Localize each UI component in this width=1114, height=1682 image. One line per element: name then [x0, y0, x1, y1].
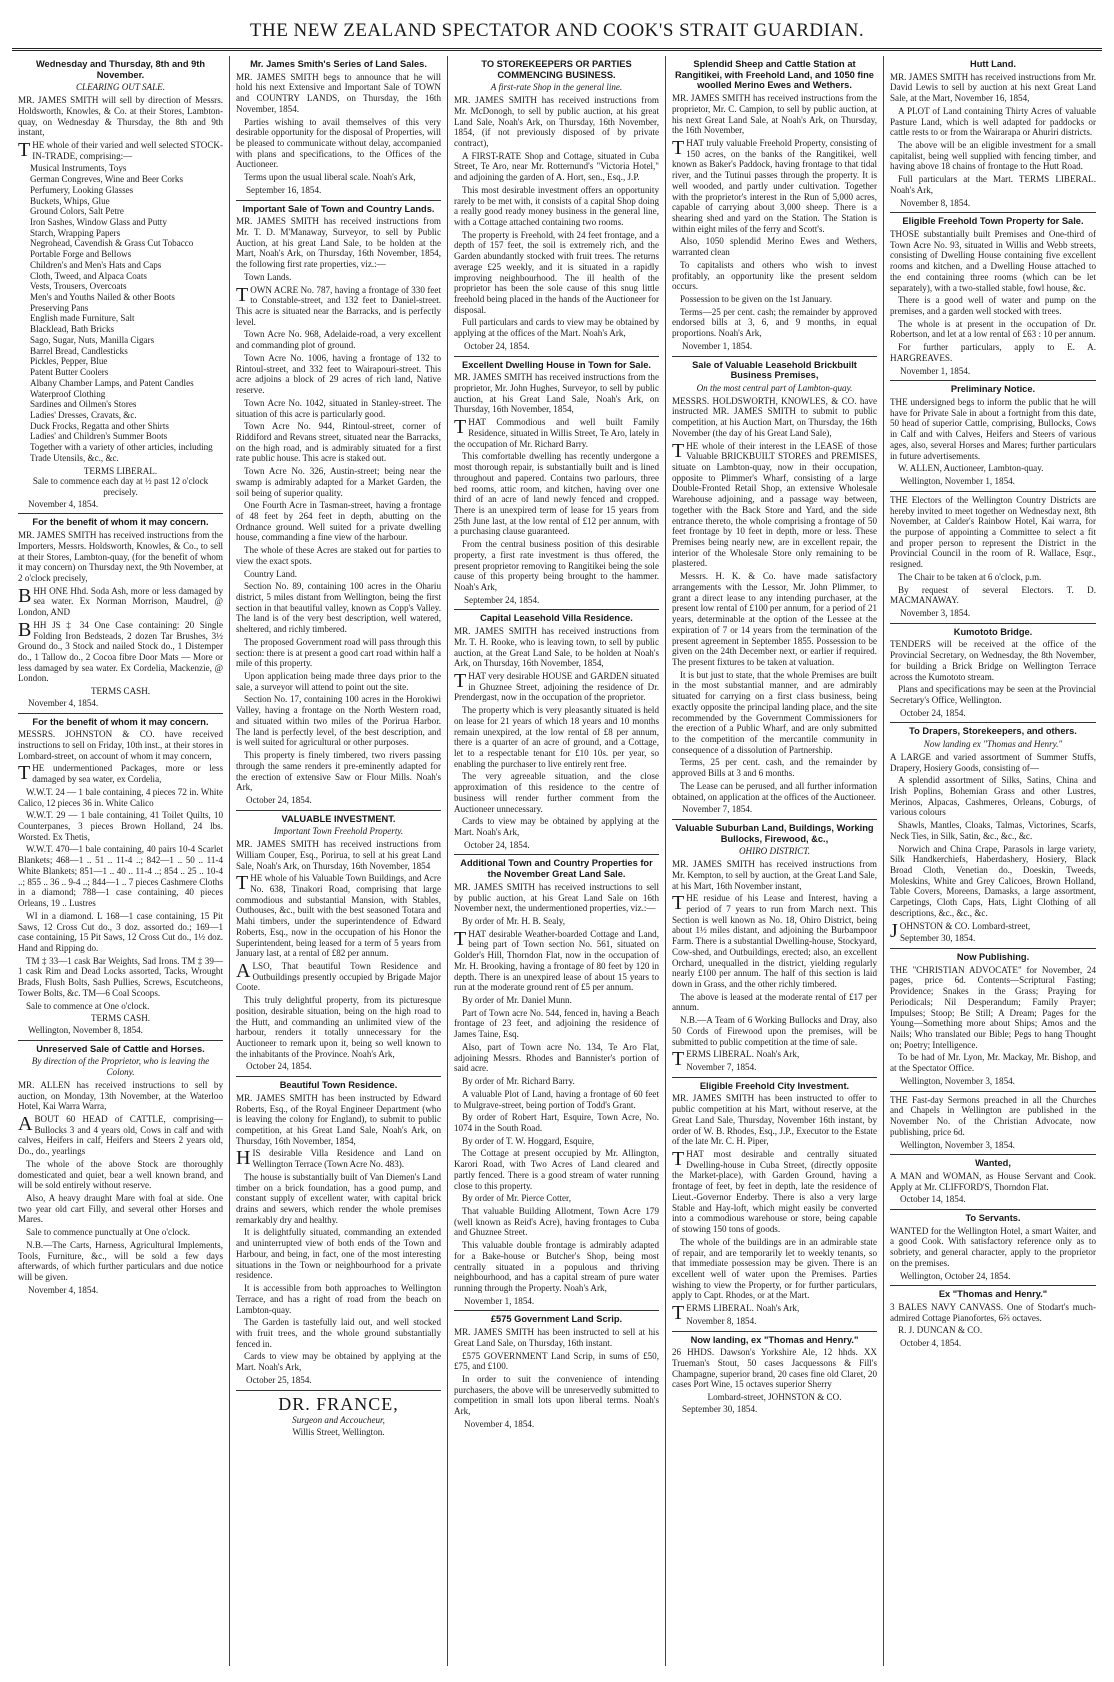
- ad-heading: For the benefit of whom it may concern.: [32, 716, 209, 727]
- drop-capital: T: [672, 1148, 685, 1171]
- ad-paragraph: One Fourth Acre in Tasman-street, having a frontage of 48 feet by 264 feet in depth, abutting on the Ordnance ground. Well suited for a private dwelling house, commanding a fine view of the harbour.: [236, 500, 441, 543]
- ad-paragraph: The whole of these Acres are staked out for parties to view the exact spots.: [236, 545, 441, 566]
- ad-paragraph: From the central business position of this desirable property, a first rate investment is thus offered, the present proprietor removing to Rangitikei being the sole cause of this property being brought to the hammer. Noah's Ark,: [454, 539, 659, 592]
- ad-paragraph: Also, part of Town acre No. 134, Te Aro Flat, adjoining Messrs. Rhodes and Bannister's portion of said acre.: [454, 1041, 659, 1074]
- ad-paragraph: Cards to view may be obtained by applying at the Mart. Noah's Ark,: [454, 816, 659, 838]
- ad-paragraph: WANTED for the Wellington Hotel, a smart Waiter, and a good Cook. With satisfactory reference only as to sobriety, and general character, apply to the proprietor on the premises.: [890, 1225, 1096, 1268]
- ad-date: October 24, 1854.: [246, 1061, 312, 1072]
- ad-heading: Wednesday and Thursday, 8th and 9th November.: [35, 59, 206, 80]
- goods-list-item: Cloth, Tweed, and Alpaca Coats: [30, 270, 147, 281]
- ad-paragraph: This property is finely timbered, two rivers passing through the same renders it pre-eminently adapted for the erection of extensive Saw or Flour Mills. Noah's Ark,: [236, 750, 441, 793]
- ad-paragraph: MR. JAMES SMITH has received instructions from Mr. T. H. Rooke, who is leaving town, to sell by public auction, at the Great Land Sale, to be holden at Noah's Ark, on Thursday, 16th November, 1854,: [454, 626, 659, 669]
- ad-paragraph: It is delightfully situated, commanding an extended and uninterrupted view of both ends of the Town and Harbour, and being, in fact, one of the most interesting situations in the Town or neighbourhood for a private residence.: [236, 1227, 441, 1281]
- ad-footer-line: Willis Street, Wellington.: [292, 1427, 385, 1438]
- ad-heading: Excellent Dwelling House in Town for Sale.: [462, 359, 651, 370]
- ad-heading: VALUABLE INVESTMENT.: [281, 813, 396, 824]
- ad-date: November 8, 1854.: [686, 1315, 757, 1326]
- advertisement: [236, 201, 441, 811]
- ad-date: October 24, 1854.: [246, 794, 312, 805]
- ad-paragraph: Sale to commence punctually at One o'clock.: [26, 1227, 191, 1238]
- advertisement: [236, 1391, 441, 1443]
- advertisement: [236, 1077, 441, 1390]
- ad-paragraph: The whole is at present in the occupation of Dr. Robertson, and let at a low rental of £63 : 10 per annum.: [890, 318, 1096, 340]
- ad-date: September 16, 1854.: [246, 184, 322, 195]
- ad-paragraph: The Chair to be taken at 6 o'clock, p.m.: [898, 571, 1042, 582]
- advertisement: [890, 1155, 1096, 1210]
- ad-date: November 1, 1854.: [900, 365, 971, 376]
- ad-paragraph: THAT most desirable and centrally situated Dwelling-house in Cuba Street, (directly opposite the Market-place), with Garden Ground, having a frontage of feet, by feet in depth, late the residence of Lieut.-Governor Enderby. There is also a very large Stable and Hay-loft, which might easily be converted into a commodious warehouse or store, being capable of stowing 150 tons of goods.: [672, 1148, 877, 1235]
- ad-paragraph: WI in a diamond. L 168—1 case containing, 15 Pit Saws, 12 Cross Cut do., 3 doz. assorted do.; 169—1 case containing, 15 Pit Saws, 12 Cross Cut do., 1½ doz. Hand and Ripping do.: [18, 910, 223, 953]
- ad-paragraph: THE whole of their interest in the LEASE of those Valuable BRICKBUILT STORES and PREMISES, situate on Lambton-quay, now in their occupation, opposite to Plimmer's Wharf, consisting of a large Double-Fronted Retail Shop, an extensive Wholesale Warehouse adjoining, and a passage way between, together with the Back Store and Yard, and the side entrance thereto, the whole comprising a frontage of 50 feet frontage by 10 feet in depth, more or less. These Premises being nearly new, are in excellent repair, the interior of the Wholesale Store only remaining to be plastered.: [672, 439, 877, 569]
- drop-capital: T: [236, 872, 249, 895]
- drop-capital: A: [236, 959, 251, 982]
- ad-paragraph: Part of Town acre No. 544, fenced in, having a Beach frontage of 23 feet, and adjoining the residence of James Taine, Esq.: [454, 1007, 659, 1040]
- ad-paragraph: TENDERS will be received at the office of the Provincial Secretary, on Wednesday, the 8th November, for building a Brick Bridge on Wellington Terrace across the Kumototo stream.: [890, 639, 1096, 682]
- ad-paragraph: Cards to view may be obtained by applying at the Mart. Noah's Ark,: [236, 1351, 441, 1373]
- ad-paragraph: THAT truly valuable Freehold Property, consisting of 150 acres, on the banks of the Rangitikei, well known as Baker's Paddock, having frontage to that tidal river, and the Tutinui passes through the property. It is well wooded, and partly under cultivation. Together with the proprietor's interest in the Run of 5,000 acres, capable of carrying about 3,000 sheep. There is a shearing shed and yard on the Station. The Station is within eight miles of the ferry and Scott's.: [672, 136, 877, 234]
- drop-capital: B: [18, 618, 32, 641]
- goods-list-item: Musical Instruments, Toys: [30, 163, 127, 174]
- advertisement: [18, 714, 223, 1041]
- ad-heading: For the benefit of whom it may concern.: [32, 517, 209, 528]
- goods-list-item: Ladies' and Children's Summer Boots: [30, 431, 168, 442]
- goods-list-item: Children's and Men's Hats and Caps: [30, 259, 162, 270]
- drop-capital: T: [236, 283, 249, 306]
- advertisement: [672, 820, 877, 1078]
- ad-paragraph: N.B.—The Carts, Harness, Agricultural Implements, Tools, Furniture, &c., will be sold a few days afterwards, of which further particulars and due notice will be given.: [18, 1239, 223, 1283]
- ad-paragraph: It is accessible from both approaches to Wellington Terrace, and has a right of road from the beach on Lambton-quay.: [236, 1283, 441, 1315]
- ad-paragraph: THE undermentioned Packages, more or less damaged by sea water, ex Cordelia,: [18, 762, 223, 785]
- ad-heading: Additional Town and Country Properties for the November Great Land Sale.: [460, 858, 653, 880]
- ad-paragraph: The above is leased at the moderate rental of £17 per annum.: [672, 991, 877, 1013]
- goods-list-item: Ladies' Dresses, Cravats, &c.: [30, 409, 137, 420]
- goods-list-item: Barrel Bread, Candlesticks: [30, 345, 128, 356]
- ad-date: October 14, 1854.: [900, 1194, 966, 1205]
- goods-list-item: Buckets, Whips, Glue: [30, 195, 110, 206]
- goods-list-item: Together with a variety of other articles, including Trade Utensils, &c., &c.: [30, 442, 213, 463]
- ad-paragraph: By order of Mr. Pierce Cotter,: [462, 1193, 571, 1204]
- ad-paragraph: THAT very desirable HOUSE and GARDEN situated in Ghuznee Street, adjoining the residence of Dr. Prendergast, now in the occupation of the proprietor.: [454, 669, 659, 703]
- ad-paragraph: The property is Freehold, with 24 feet frontage, and a depth of 157 feet, the soil is extremely rich, and the Garden abundantly stocked with fruit trees. The returns average £25 weekly, and it is situated in a rapidly improving neighbourhood. The ill health of the proprietor has been the sole cause of this snug little freehold being placed in the hands of the Auctioneer for disposal.: [454, 229, 659, 315]
- ad-subheading: Now landing ex "Thomas and Henry.": [923, 739, 1063, 750]
- goods-list-item: Blacklead, Bath Bricks: [30, 324, 115, 335]
- goods-list-item: Patent Butter Coolers: [30, 367, 109, 378]
- ad-paragraph: In order to suit the convenience of intending purchasers, the above will be unreservedly submitted to competition in small lots upon liberal terms. Noah's Ark,: [454, 1374, 659, 1417]
- ad-heading: Mr. James Smith's Series of Land Sales.: [250, 59, 427, 69]
- advertisement: [890, 213, 1096, 381]
- column-3: [448, 56, 666, 1666]
- ad-paragraph: TERMS LIBERAL. Noah's Ark,: [672, 1302, 800, 1325]
- drop-capital: T: [672, 439, 685, 462]
- ad-footer-line: TERMS CASH.: [90, 1013, 151, 1024]
- ad-paragraph: Town Acre No. 968, Adelaide-road, a very excellent and commanding plot of ground.: [236, 329, 441, 351]
- ad-heading: Beautiful Town Residence.: [279, 1080, 398, 1091]
- drop-capital: T: [18, 762, 31, 785]
- advertisement: [18, 514, 223, 713]
- ad-paragraph: Norwich and China Crape, Parasols in large variety, Silk Handkerchiefs, Haberdashery, Hosiery, Black Broad Cloth, Venetian do., Doeskin, Tweeds, Moleskins, White and Grey Calicoes, Brown Holland, Table Covers, Moreens, Damasks, a large assortment, Carpetings, Cloth Caps, Hats, Light Clothing of all descriptions, &c., &c., &c.: [890, 843, 1096, 918]
- ad-paragraph: The Cottage at present occupied by Mr. Allington, Karori Road, with Two Acres of Land cleared and partly fenced. There is a good stream of water running close to this property.: [454, 1148, 659, 1191]
- advertisement: [890, 1286, 1096, 1353]
- ad-paragraph: TERMS LIBERAL. Noah's Ark,: [672, 1048, 800, 1071]
- ad-paragraph: By order of T. W. Hoggard, Esquire,: [462, 1135, 595, 1146]
- ad-heading: To Drapers, Storekeepers, and others.: [909, 726, 1077, 737]
- ad-heading-large: DR. FRANCE,: [278, 1393, 399, 1414]
- ad-heading: Unreserved Sale of Cattle and Horses.: [36, 1043, 205, 1054]
- ad-paragraph: 3 BALES NAVY CANVASS. One of Stodart's much-admired Cottage Pianofortes, 6⅔ octaves.: [890, 1302, 1096, 1323]
- ad-paragraph: By order of Mr. Daniel Munn.: [462, 995, 572, 1006]
- ad-paragraph: MR. JAMES SMITH has received instructions from the proprietor, Mr. John Hughes, Surveyor, to sell by public auction, at his Great Land Sale, Noah's Ark, on Thursday, 16th November, 1854,: [454, 372, 659, 415]
- ad-paragraph: A FIRST-RATE Shop and Cottage, situated in Cuba Street, Te Aro, near Mr. Rotternund's "Victoria Hotel," and adjoining the garden of A. Hort, sen., Esq., J.P.: [454, 150, 659, 183]
- ad-date: September 30, 1854.: [900, 933, 976, 944]
- ad-paragraph: Shawls, Mantles, Cloaks, Talmas, Victorines, Scarfs, Neck Ties, in Silk, Satin, &c., &c., &c.: [890, 820, 1096, 841]
- ad-paragraph: Terms—25 per cent. cash; the remainder by approved endorsed bills at 3, 6, and 9 months, in equal proportions. Noah's Ark,: [672, 306, 877, 339]
- ad-paragraph: ABOUT 60 HEAD of CATTLE, comprising—Bullocks 3 and 4 years old, Cows in calf and with calves, Heifers in calf, Heifers and Steers 2 years old, Do., do., yearlings: [18, 1112, 223, 1157]
- goods-list-item: Pickles, Pepper, Blue: [30, 356, 108, 367]
- ad-paragraph: ALSO, That beautiful Town Residence and Outbuildings presently occupied by Brigade Major Coote.: [236, 959, 441, 993]
- ad-paragraph: MR. JAMES SMITH has received instructions from Mr. David Lewis to sell by auction at his next Great Land Sale, at the Mart, November 16, 1854,: [890, 71, 1096, 104]
- ad-paragraph: MR. JAMES SMITH has received instructions from Mr. T. D. M'Manaway, Surveyor, to sell by Public Auction, at his great Land Sale, to be holden at the Mart, Noah's Ark, on Thursday, 16th November, 1854, the following first rate properties, viz.:—: [236, 216, 441, 270]
- ad-paragraph: Full particulars and cards to view may be obtained by applying at the offices of the Mart. Noah's Ark,: [454, 317, 659, 339]
- ad-paragraph: BHH ONE Hhd. Soda Ash, more or less damaged by sea water. Ex Norman Morrison, Maudrel, @ London, AND: [18, 584, 223, 618]
- ad-paragraph: By order of Mr. H. B. Sealy,: [462, 916, 565, 926]
- ad-paragraph: This valuable double frontage is admirably adapted for a Bake-house or Butcher's Shop, being most centrally situated in a populous and thriving neighbourhood, and has a capital stream of pure water running through the Property. Noah's Ark,: [454, 1240, 659, 1293]
- ad-date: September 24, 1854.: [464, 594, 540, 605]
- ad-paragraph: The Lease can be perused, and all further information obtained, on application at the offices of the Auctioneer.: [672, 780, 877, 802]
- ad-date: November 7, 1854.: [682, 804, 753, 815]
- ad-paragraph: THAT desirable Weather-boarded Cottage and Land, being part of Town section No. 561, situated on Golder's Hill, Thorndon Flat, now in the occupation of Mr. H. Brooking, having a frontage of 80 feet by 120 in depth. There is an unexpired lease of about 15 years to run at the moderate ground rent of £5 per annum.: [454, 927, 659, 993]
- ad-paragraph: MR. JAMES SMITH has received instructions from William Couper, Esq., Porirua, to sell at his great Land Sale, Noah's Ark, on Thursday, 16th November, 1854: [236, 839, 441, 871]
- ad-subheading: Important Town Freehold Property.: [273, 826, 404, 837]
- ad-paragraph: Section No. 89, containing 100 acres in the Ohariu district, 5 miles distant from Wellington, being the first section in that beautiful valley, known as Copp's Valley. The land is of the very best description, well watered, sheltered, and richly timbered.: [236, 581, 441, 635]
- goods-list-item: Waterproof Clothing: [30, 388, 106, 399]
- ad-heading: TO STOREKEEPERS OR PARTIES COMMENCING BUSINESS.: [481, 59, 632, 80]
- advertisement: [454, 56, 659, 357]
- ad-paragraph: R. J. DUNCAN & CO.: [898, 1325, 983, 1336]
- ad-paragraph: That valuable Building Allotment, Town Acre 179 (well known as Reid's Acre), having frontages to Cuba and Ghuznee Street.: [454, 1205, 659, 1238]
- ad-heading: Now landing, ex "Thomas and Henry.": [690, 1334, 859, 1345]
- ad-heading: Valuable Suburban Land, Buildings, Working Bullocks, Firewood, &c.,: [675, 823, 874, 844]
- ad-paragraph: MESSRS. HOLDSWORTH, KNOWLES, & CO. have instructed MR. JAMES SMITH to submit to public competition, at his Auction Mart, on Thursday, the 16th November (the day of his Great Land Sale),: [672, 395, 877, 438]
- goods-list-item: Ground Colors, Salt Petre: [30, 206, 124, 217]
- ad-date: Wellington, November 1, 1854.: [900, 476, 1015, 487]
- ad-paragraph: THE Fast-day Sermons preached in all the Churches and Chapels in Wellington are published in the November No. of the Christian Advocate, now publishing, price 6d.: [890, 1094, 1096, 1137]
- goods-list-item: Negrohead, Cavendish & Grass Cut Tobacco: [30, 238, 194, 249]
- ad-paragraph: HIS desirable Villa Residence and Land on Wellington Terrace (Town Acre No. 483).: [236, 1147, 441, 1170]
- drop-capital: A: [18, 1112, 33, 1135]
- ad-paragraph: MR. ALLEN has received instructions to sell by auction, on Monday, 13th November, at the Waterloo Hotel, Kai Warra Warra,: [18, 1079, 223, 1112]
- ad-paragraph: £575 GOVERNMENT Land Scrip, in sums of £50, £75, and £100.: [454, 1350, 659, 1372]
- ad-paragraph: The house is substantially built of Van Diemen's Land timber on a brick foundation, has a good pump, and constant supply of excellent water, with capital brick drains and sewers, which render the whole premises remarkably dry and healthy.: [236, 1171, 441, 1225]
- ad-heading: Now Publishing.: [956, 952, 1030, 963]
- ad-paragraph: By order of Mr. Richard Barry.: [462, 1076, 575, 1087]
- advertisement: [454, 855, 659, 1311]
- ad-paragraph: MR. JAMES SMITH has been instructed to sell at his Great Land Sale, on Thursday, 16th instant.: [454, 1327, 659, 1348]
- ad-heading: Sale of Valuable Leasehold Brickbuilt Business Premises,: [692, 359, 857, 381]
- ad-date: October 24, 1854.: [900, 707, 966, 718]
- ad-heading: Splendid Sheep and Cattle Station at Rangitikei, with Freehold Land, and 1050 fine woolled Merino Ewes and Wethers.: [675, 59, 874, 91]
- advertisement: [18, 1041, 223, 1300]
- ad-paragraph: Town Acre No. 326, Austin-street; being near the swamp is admirably adapted for a Market Garden, the soil being of superior quality.: [236, 466, 441, 498]
- ad-paragraph: This truly delightful property, from its picturesque position, desirable situation, being on the high road to the Hutt, and commanding an unlimited view of the harbour, renders it totally unnecessary for the Auctioneer to remark upon it, being so well known to the inhabitants of the Province. Noah's Ark,: [236, 995, 441, 1059]
- advertisement: [890, 1092, 1096, 1156]
- ad-paragraph: THOSE substantially built Premises and One-third of Town Acre No. 93, situated in Willis and Webb streets, consisting of Dwelling House containing five excellent rooms and kitchen, and a Dwelling House attached to the end containing three rooms (which can be let separately), with a two-stalled stable, fowl house, &c.: [890, 229, 1096, 293]
- ad-paragraph: Messrs. H. K. & Co. have made satisfactory arrangements with the Lessor, Mr. John Plimmer, to grant a direct lease to any intending purchaser, at the present low rental of £100 per annum, for a period of 21 years, determinable at the option of the Lessee at the expiration of 7 or 14 years from the termination of the present agreement in September 1855. Possession to be given on the 24th December next, or earlier if required. The present fixtures to be taken at valuation.: [672, 571, 877, 667]
- ad-date: November 3, 1854.: [900, 607, 971, 618]
- ad-date: November 4, 1854.: [464, 1418, 535, 1429]
- ad-paragraph: Town Acre No. 944, Rintoul-street, corner of Riddiford and Revans street, situated near the Barracks, on the high road, and is admirably situated for a first rate public house. This acre is staked out.: [236, 421, 441, 464]
- ad-paragraph: W.W.T. 24 — 1 bale containing, 4 pieces 72 in. White Calico, 12 pieces 36 in. White Calico: [18, 786, 223, 808]
- ad-heading: To Servants.: [965, 1213, 1021, 1224]
- ad-paragraph: A splendid assortment of Silks, Satins, China and Irish Poplins, Bohemian Grass and other Lustres, Merinos, Alpacas, Cashmeres, Orleans, Coburgs, of various colours: [890, 775, 1096, 818]
- ad-paragraph: A MAN and WOMAN, as House Servant and Cook. Apply at Mr. CLIFFORD'S, Thorndon Flat.: [890, 1170, 1096, 1192]
- ad-paragraph: A LARGE and varied assortment of Summer Stuffs, Drapery, Hosiery Goods, consisting of—: [890, 751, 1096, 773]
- advertisement: [890, 1210, 1096, 1286]
- ad-date: November 1, 1854.: [464, 1295, 535, 1306]
- ad-paragraph: THE "CHRISTIAN ADVOCATE" for November, 24 pages, price 6d. Contents—Scriptural Fasting; Providence; Snakes in the Grass; Praying for Periodicals; Nil Desperandum; Family Prayer; Impulses; Stoop; Be Still; A Dream; Pages for the Young—Something more about Ships; Amos and the Nails; Who translated our Bible; Pegs to hang Thought on; Poetry; Intelligence.: [890, 964, 1096, 1050]
- ad-paragraph: Upon application being made three days prior to the sale, a surveyor will attend to point out the site.: [236, 671, 441, 692]
- advertisement: [890, 949, 1096, 1092]
- ad-paragraph: THE undersigned begs to inform the public that he will have for Private Sale in about a fortnight from this date, 50 head of superior Cattle, comprising, Bullocks, Cows in Calf and with Calves, Heifers and Steers of various ages, also, several Horses and Mares; further particulars in future advertisements.: [890, 397, 1096, 461]
- ad-paragraph: A PLOT of Land containing Thirty Acres of valuable Pasture Land, which is well adapted for paddocks or cattle rests to or from the Wairarapa or Ahuriri districts.: [890, 105, 1096, 138]
- ad-paragraph: The above will be an eligible investment for a small capitalist, being well supplied with fencing timber, and having above 18 chains of frontage to the Hutt Road.: [890, 140, 1096, 172]
- drop-capital: T: [454, 669, 467, 692]
- ad-heading: Ex "Thomas and Henry.": [938, 1289, 1048, 1300]
- advertisement: [672, 56, 877, 357]
- ad-paragraph: Town Acre No. 1006, having a frontage of 132 to Rintoul-street, and 332 feet to Wairapouri-street. This acre adjoins a block of 29 acres of rich land, Native reserve.: [236, 352, 441, 396]
- drop-capital: H: [236, 1147, 251, 1170]
- ad-paragraph: Plans and specifications may be seen at the Provincial Secretary's Office, Wellington.: [890, 684, 1096, 705]
- ad-paragraph: MR. JAMES SMITH has been instructed by Edward Roberts, Esq., of the Royal Engineer Department (who is leaving the colony for England), to submit to public competition, at his Great Land Sale, Noah's Ark, on Thursday, 16th November, 1854,: [236, 1092, 441, 1146]
- ad-paragraph: MR. JAMES SMITH begs to announce that he will hold his next Extensive and Important Sale of TOWN and COUNTRY LANDS, on Thursday, the 16th November, 1854.: [236, 71, 441, 114]
- ad-paragraph: Town Acre No. 1042, situated in Stanley-street. The situation of this acre is particularly good.: [236, 397, 441, 419]
- ad-date: October 24, 1854.: [464, 839, 530, 850]
- ad-subheading: Surgeon and Accoucheur,: [292, 1414, 385, 1425]
- ad-date: Wellington, November 3, 1854.: [900, 1139, 1015, 1150]
- drop-capital: T: [672, 136, 685, 159]
- ad-footer-line: TERMS CASH.: [90, 686, 151, 697]
- ad-date: September 30, 1854.: [682, 1403, 758, 1414]
- ad-paragraph: It is but just to state, that the whole Premises are built in the most substantial manner, and are admirably situated for carrying on a first class business, being exactly opposite the principal landing place, and the site recommended by the Government Commissioners for the erection of a Public Wharf, and are only submitted to the competition of the mercantile community in consequence of a dissolution of Partnership.: [672, 669, 877, 755]
- ad-paragraph: The whole of the above Stock are thoroughly domesticated and quiet, bear a well known brand, and will be sold entirely without reserve.: [18, 1158, 223, 1191]
- ad-heading: Kumototo Bridge.: [953, 626, 1033, 637]
- ad-date: Wellington, November 8, 1854.: [28, 1024, 143, 1035]
- ad-paragraph: Town Lands.: [244, 271, 292, 282]
- goods-list-item: German Congreves, Wine and Beer Corks: [30, 174, 184, 185]
- advertisement: [890, 56, 1096, 213]
- ad-date: November 7, 1854.: [686, 1062, 757, 1073]
- advertisement: [890, 723, 1096, 949]
- ad-paragraph: Also, 1050 splendid Merino Ewes and Wethers, warranted clean: [672, 236, 877, 258]
- goods-list-item: Men's and Youths Nailed & other Boots: [30, 292, 175, 303]
- ad-paragraph: MR. JAMES SMITH has received instructions from the Importers, Messrs. Holdsworth, Knowles, & Co., to sell at their Stores, Lambton-quay, (for the benefit of whom it may concern) on Thursday next, the 9th November, at 2 o'clock precisely,: [18, 530, 223, 583]
- ad-paragraph: TM ‡ 33—1 cask Bar Weights, Sad Irons. TM ‡ 39—1 cask Rim and Dead Locks assorted, Tacks, Wrought Brads, Flush Bolts, Sash Pullies, Screws, Escutcheons, Tower Bolts, &c. TM—6 Coal Scoops.: [18, 955, 223, 998]
- drop-capital: T: [672, 1302, 685, 1325]
- ad-paragraph: Also, A heavy draught Mare with foal at side. One two year old cart Filly, and several other Horses and Mares.: [18, 1193, 223, 1225]
- ad-paragraph: There is a good well of water and pump on the premises, and a garden well stocked with trees.: [890, 295, 1096, 317]
- advertisement: [672, 357, 877, 820]
- ad-footer-line: TERMS LIBERAL.: [83, 465, 158, 476]
- ad-subheading: By direction of the Proprietor, who is leaving the Colony.: [31, 1056, 210, 1078]
- ad-heading: Capital Leasehold Villa Residence.: [480, 613, 633, 624]
- ad-paragraph: MR. JAMES SMITH has been instructed to offer to public competition at his Mart, without reserve, at the Great Land Sale, Thursday, November 16th instant, by order of W. B. Rhodes, Esq., J.P., Executor to the Estate of the late Mr. C. H. Piper,: [672, 1093, 877, 1147]
- ad-paragraph: Full particulars at the Mart. TERMS LIBERAL. Noah's Ark,: [890, 174, 1096, 195]
- goods-list-item: Preserving Pans: [30, 302, 89, 313]
- ad-subheading: On the most central part of Lambton-quay.: [696, 382, 853, 393]
- advertisement: [454, 1311, 659, 1433]
- drop-capital: J: [890, 919, 898, 942]
- ad-paragraph: 26 HHDS. Dawson's Yorkshire Ale, 12 hhds. XX Trueman's Stout, 50 cases Jacquessons & Fill's Champagne, superior brand, 20 cases fine old Claret, 20 cases Port Wine, 15 octaves superior Sherry: [672, 1347, 877, 1390]
- ad-paragraph: BHH JS ‡ 34 One Case containing: 20 Single Folding Iron Bedsteads, 2 dozen Tar Brushes, 3½ Ground do., 3 Stock and nailed Stock do., 1 Distemper do., 1 Tallow do., 2 Cocoa fibre Door Mats — More or less damaged by sea water. Ex Cordelia, Mackenzie, @ London.: [18, 618, 223, 684]
- ad-paragraph: MR. JAMES SMITH has received instructions from Mr. McDonogh, to sell by public auction, at his great Land Sale, Noah's Ark, on Thursday, 16th November, 1854, (if not previously disposed of by private contract),: [454, 95, 659, 148]
- column-2: [230, 56, 448, 1666]
- drop-capital: B: [18, 584, 32, 607]
- ad-paragraph: Terms, 25 per cent. cash, and the remainder by approved Bills at 3 and 6 months.: [672, 757, 877, 779]
- column-4: [666, 56, 884, 1666]
- ad-footer-line: Lombard-street, JOHNSTON & CO.: [707, 1392, 842, 1403]
- ad-paragraph: THE whole of their varied and well selected STOCK-IN-TRADE, comprising:—: [18, 138, 223, 161]
- ad-footer-line: Sale to commence each day at ½ past 12 o'clock precisely.: [32, 476, 209, 497]
- ad-paragraph: TOWN ACRE No. 787, having a frontage of 330 feet to Constable-street, and 132 feet to Daniel-street. This acre is situated near the Barracks, and is perfectly level.: [236, 283, 441, 327]
- ad-subheading: CLEARING OUT SALE.: [75, 82, 165, 93]
- ad-heading: Preliminary Notice.: [950, 384, 1036, 395]
- ad-paragraph: W.W.T. 29 — 1 bale containing, 41 Toilet Quilts, 10 Counterpanes, 3 pieces Brown Holland, 24 lbs. Worsted. Ex Thetis,: [18, 810, 223, 842]
- ad-heading: £575 Government Land Scrip.: [490, 1314, 623, 1325]
- goods-list-item: Perfumery, Looking Glasses: [30, 184, 134, 195]
- ad-paragraph: Parties wishing to avail themselves of this very desirable opportunity for the disposal of Properties, will be pleased to communicate without delay, accompanied with plans and specifications, to the Offices of the Auctioneer.: [236, 116, 441, 170]
- ad-date: October 24, 1854.: [464, 340, 530, 351]
- ad-paragraph: W. ALLEN, Auctioneer, Lambton-quay.: [898, 463, 1044, 474]
- advertisement: [672, 1332, 877, 1419]
- ad-paragraph: MR. JAMES SMITH has received instructions to sell by public auction, at his Great Land Sale on 16th November next, the undermentioned properties, viz.:—: [454, 881, 659, 914]
- ad-paragraph: MR. JAMES SMITH will sell by direction of Messrs. Holdsworth, Knowles, & Co. at their Stores, Lambton-quay, on Wednesday & Thursday, the 8th and 9th instant,: [18, 95, 223, 138]
- drop-capital: T: [454, 416, 467, 439]
- ad-heading: Important Sale of Town and Country Lands.: [242, 203, 435, 214]
- ad-heading: Hutt Land.: [970, 59, 1016, 69]
- advertisement: [890, 492, 1096, 624]
- goods-list-item: Portable Forge and Bellows: [30, 249, 132, 260]
- ad-paragraph: THE residue of his Lease and Interest, having a period of 7 years to run from March next. This Section is well known as No. 18, Ohiro District, being about 1½ miles distant, and adjoining the Burbampoor Farm. There is a substantial Dwelling-house, Stockyard, Cow-shed, and Outbuildings, erected; also, an excellent Orchard, unequalled in the district, yielding regularly nearly £100 per annum. The half of this section is laid down in Grass, and the other richly timbered.: [672, 892, 877, 989]
- ad-date: Wellington, October 24, 1854.: [900, 1270, 1011, 1281]
- goods-list-item: Vests, Trousers, Overcoats: [30, 281, 127, 292]
- ad-paragraph: The proposed Government road will pass through this section: there is at present a good cart road within half a mile of this property.: [236, 636, 441, 669]
- ad-paragraph: This most desirable investment offers an opportunity rarely to be met with, it consists of a capital Shop doing a really good ready money business in the general line, with a Cottage attached containing two rooms.: [454, 184, 659, 227]
- ad-subheading: OHIRO DISTRICT.: [738, 846, 811, 857]
- ad-date: October 25, 1854.: [246, 1374, 312, 1385]
- ad-date: November 4, 1854.: [28, 1284, 99, 1295]
- ad-paragraph: W.W.T. 470—1 bale containing, 40 pairs 10-4 Scarlet Blankets; 468—1 .. 51 .. 11-4 ..; 842—1 .. 50 .. 11-4 White Blankets; 851—1 .. 40 .. 11-4 ..; 854 .. 25 .. 10-4 ..; 855 .. 36 .. 9-4 ..; 844—1 .. 7 pieces Cashmere Cloths in a diamond; 788—1 case containing, 40 pieces Orleans, 19 .. Lustres: [18, 844, 223, 909]
- advertisement: [890, 381, 1096, 491]
- ad-paragraph: MR. JAMES SMITH has received instructions from Mr. Kempton, to sell by auction, at the Great Land Sale, at his Mart, 16th November instant,: [672, 859, 877, 891]
- ad-paragraph: By request of several Electors. T. D. MACMANAWAY.: [890, 584, 1096, 606]
- goods-list-item: Duck Frocks, Regatta and other Shirts: [30, 420, 169, 431]
- goods-list-item: Sago, Sugar, Nuts, Manilla Cigars: [30, 334, 155, 345]
- ad-subheading: A first-rate Shop in the general line.: [490, 82, 623, 93]
- ad-heading: Eligible Freehold Town Property for Sale.: [902, 216, 1084, 227]
- ad-paragraph: THE Electors of the Wellington Country Districts are hereby invited to meet together on Wednesday next, 8th November, at Calder's Rainbow Hotel, Kai warra, for the purpose of appointing a Committee to select a fit and proper person to represent the District in the Provincial Council in the room of R. Wallace, Esqr., resigned.: [890, 494, 1096, 570]
- ad-paragraph: Possession to be given on the 1st January.: [680, 294, 832, 304]
- ad-paragraph: Sale to commence at One o'clock.: [26, 1000, 150, 1011]
- drop-capital: T: [18, 138, 31, 161]
- ad-paragraph: Country Land.: [244, 568, 298, 579]
- ad-date: Wellington, November 3, 1854.: [900, 1075, 1015, 1086]
- ad-paragraph: A valuable Plot of Land, having a frontage of 60 feet to Mulgrave-street, being portion of Todd's Grant.: [454, 1088, 659, 1110]
- goods-list: [30, 163, 223, 463]
- ad-paragraph: For further particulars, apply to E. A. HARGREAVES.: [890, 342, 1096, 363]
- drop-capital: T: [672, 1048, 685, 1071]
- ad-paragraph: THAT Commodious and well built Family Residence, situated in Willis Street, Te Aro, lately in the occupation of Mr. Richard Barry.: [454, 416, 659, 449]
- ad-paragraph: The very agreeable situation, and the close approximation of this residence to the centre of business will render further comment from the Auctioneer unnecessary.: [454, 771, 659, 814]
- drop-capital: T: [672, 892, 685, 915]
- ad-paragraph: To be had of Mr. Lyon, Mr. Mackay, Mr. Bishop, and at the Spectator Office.: [890, 1052, 1096, 1074]
- ad-paragraph: THE whole of his Valuable Town Buildings, and Acre No. 638, Tinakori Road, comprising that large commodious and substantial Mansion, with Stables, Outhouses, &c., built with the best seasoned Totara and Mahi timbers, under the superintendence of Edward Roberts, Esq., now in the occupation of his Honor the Superintendent, being leased for a term of 5 years from January last, at a rental of £82 per annum.: [236, 872, 441, 959]
- advertisement: [890, 624, 1096, 724]
- goods-list-item: Sardines and Oilmen's Stores: [30, 399, 137, 410]
- ad-date: November 8, 1854.: [900, 197, 971, 208]
- ad-paragraph: JOHNSTON & CO. Lombard-street,: [890, 919, 1031, 942]
- advertisement: [18, 56, 223, 514]
- advertisement: [454, 610, 659, 855]
- ad-paragraph: N.B.—A Team of 6 Working Bullocks and Dray, also 50 Cords of Firewood upon the premises, will be submitted to public competition at the time of sale.: [672, 1015, 877, 1047]
- column-1: [12, 56, 230, 1666]
- advertisement: [454, 357, 659, 611]
- ad-paragraph: To capitalists and others who wish to invest profitably, an opportunity like the present seldom occurs.: [672, 259, 877, 292]
- goods-list-item: Albany Chamber Lamps, and Patent Candles: [30, 377, 194, 388]
- ad-paragraph: By order of Robert Hart, Esquire, Town Acre, No. 1074 in the South Road.: [454, 1112, 659, 1133]
- drop-capital: T: [454, 927, 467, 950]
- ad-paragraph: The property which is very pleasantly situated is held on lease for 21 years of which 18 years and 10 months remain unexpired, at the low rental of £8 per annum, there is a quarter of an acre of ground, and a Cottage, let to a respectable tenant for £10 10s. per year, so enabling the purchaser to live entirely rent free.: [454, 705, 659, 769]
- ad-paragraph: MESSRS. JOHNSTON & CO. have received instructions to sell on Friday, 10th inst., at their stores in Lombard-street, on account of whom it may concern,: [18, 729, 223, 761]
- ad-paragraph: Section No. 17, containing 100 acres in the Horokiwi Valley, having a frontage on the North Western road, and situated within two miles of the Porirua Harbor. The land is perfectly level, of the best description, and is well suited for agricultural or other purposes.: [236, 694, 441, 748]
- column-5: [884, 56, 1102, 1666]
- ad-date: November 1, 1854.: [682, 340, 753, 351]
- advertisement: [236, 811, 441, 1078]
- advertisement: [672, 1078, 877, 1332]
- masthead: THE NEW ZEALAND SPECTATOR AND COOK'S STRAIT GUARDIAN.: [12, 10, 1102, 51]
- ad-paragraph: The whole of the buildings are in an admirable state of repair, and are temporarily let to weekly tenants, so that immediate possession may be given. There is an excellent well of water upon the Premises. Parties wishing to view the Property, or for further particulars, apply to Capt. Rhodes, or at the Mart.: [672, 1236, 877, 1301]
- ad-date: October 4, 1854.: [900, 1338, 962, 1349]
- goods-list-item: Iron Sashes, Window Glass and Putty: [30, 217, 167, 227]
- ad-heading: Eligible Freehold City Investment.: [699, 1080, 850, 1091]
- ad-paragraph: The Garden is tastefully laid out, and well stocked with fruit trees, and the whole ground substantially fenced in.: [236, 1317, 441, 1349]
- ad-heading: Wanted,: [975, 1158, 1011, 1169]
- advertisement: [236, 56, 441, 201]
- ad-paragraph: This comfortable dwelling has recently undergone a most thorough repair, is substantially built and is lined throughout and papered. Contains two parlours, three bed rooms, attic room, and kitchen, having over one third of an acre of land newly fenced and cropped. There is an unexpired term of lease for 15 years from 25th June last, at the low rental of £12 per annum, with a purchasing clause guaranteed.: [454, 451, 659, 537]
- ad-paragraph: MR. JAMES SMITH has received instructions from the proprietor, Mr. C. Campion, to sell by public auction, at his next Great Land Sale, at Noah's Ark, on Thursday, the 16th November,: [672, 93, 877, 136]
- columns-container: [12, 56, 1102, 1666]
- goods-list-item: Starch, Wrapping Papers: [30, 227, 121, 238]
- ad-date: November 4, 1854.: [28, 498, 99, 509]
- ad-date: November 4, 1854.: [28, 697, 99, 708]
- ad-paragraph: Terms upon the usual liberal scale. Noah's Ark,: [244, 172, 416, 183]
- goods-list-item: English made Furniture, Salt: [30, 313, 135, 324]
